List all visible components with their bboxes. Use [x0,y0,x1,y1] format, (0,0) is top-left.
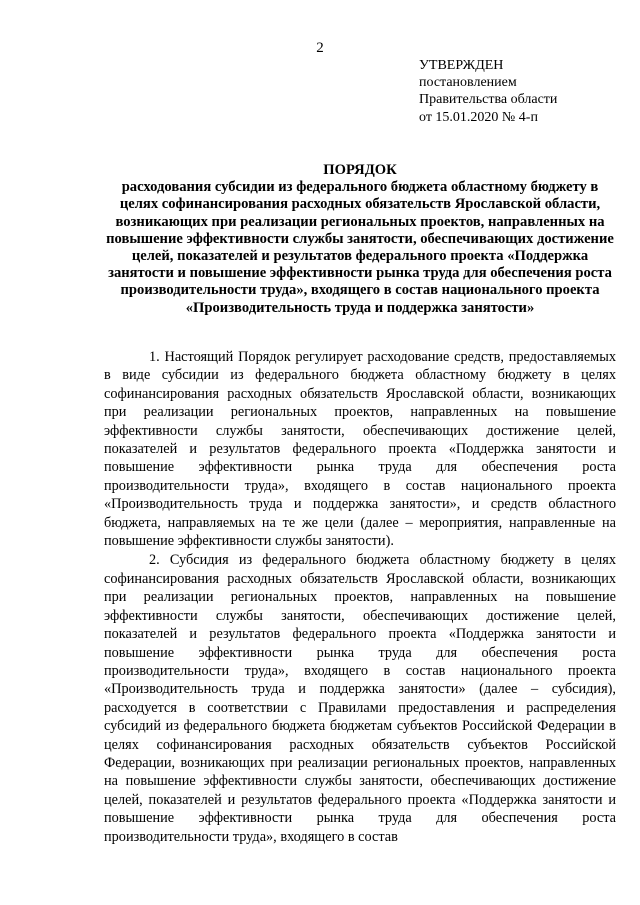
document-title [104,162,616,317]
approval-line: Правительства области [419,92,558,108]
approval-line: от 15.01.2020 № 4-п [419,109,538,125]
page-number: 2 [316,40,324,56]
title-heading: ПОРЯДОК [323,162,397,178]
approval-line: УТВЕРЖДЕН [419,58,504,73]
approval-stamp [419,57,557,126]
paragraph: 1. Настоящий Порядок регулирует расходование средств, предоставляемых в виде субсидии из федерального бюджета областному бюджету в целях софинансирования расходных обязательств Ярославской области, возникающих при реализации региональных проектов, направленных на повышение эффективности службы занятости, обеспечивающих достижение целей, показателей и результатов федерального проекта «Поддержка занятости и повышение эффективности рынка труда для обеспечения роста производительности труда», входящего в состав национального проекта «Производительность труда и поддержка занятости», и средств областного бюджета, направляемых на те же цели (далее – мероприятия, направленные на повышение эффективности службы занятости). [104,349,616,550]
paragraph: 2. Субсидия из федерального бюджета областному бюджету в целях софинансирования расходных обязательств Ярославской области, возникающих при реализации региональных проектов, направленных на повышение эффективности службы занятости, обеспечивающих достижение целей, показателей и результатов федерального проекта «Поддержка занятости и повышение эффективности рынка труда для обеспечения роста производительности труда», входящего в состав национального проекта «Производительность труда и поддержка занятости» (далее – субсидия), расходуется в соответствии с Правилами предоставления и распределения субсидий из федерального бюджета бюджетам субъектов Российской Федерации в целях софинансирования расходных обязательств субъектов Российской Федерации, возникающих при реализации региональных проектов, направленных на повышение эффективности службы занятости, обеспечивающих достижение целей, показателей и результатов федерального проекта «Поддержка занятости и повышение эффективности рынка труда для обеспечения роста производительности труда», входящего в состав [104,552,616,845]
approval-line: постановлением [419,75,517,91]
document-body [104,348,616,846]
title-subtitle: расходования субсидии из федерального бюджета областному бюджету в целях софинансирования расходных обязательств Ярославской области, возникающих при реализации региональных проектов, направленных на повышение эффективности службы занятости, обеспечивающих достижение целей, показателей и результатов федерального проекта «Поддержка занятости и повышение эффективности рынка труда для обеспечения роста производительности труда», входящего в состав национального проекта «Производительность труда и поддержка занятости» [106,179,614,316]
